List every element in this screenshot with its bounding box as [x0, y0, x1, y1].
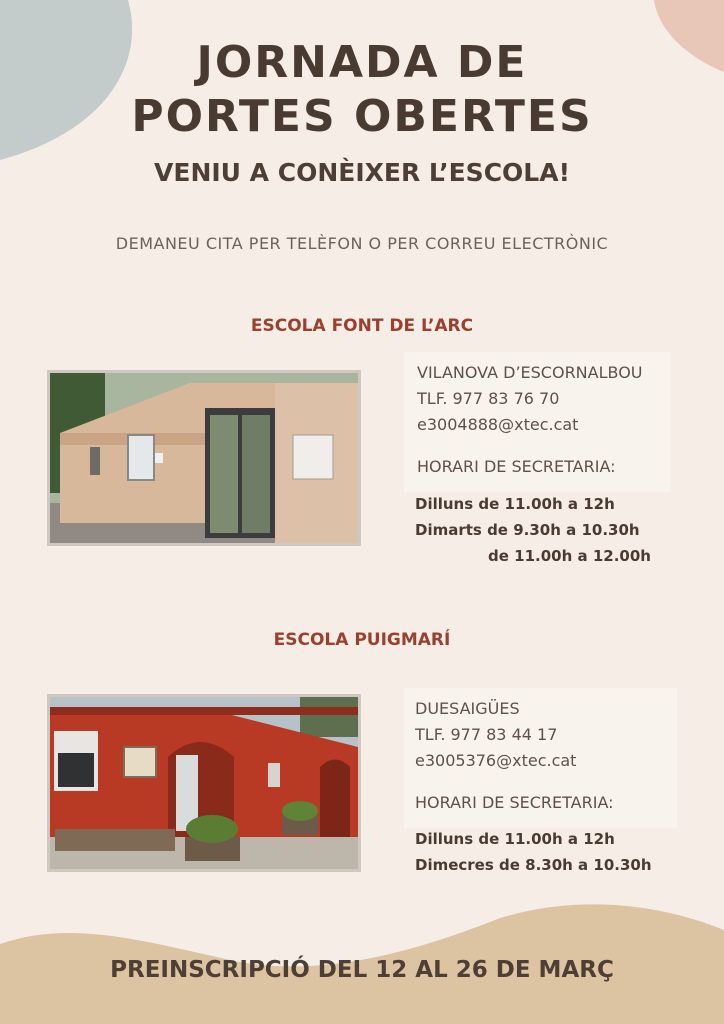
title-line-2: PORTES OBERTES: [131, 91, 593, 142]
school-2-name: ESCOLA PUIGMARÍ: [273, 630, 451, 650]
school-2-hours-line: Dilluns de 11.00h a 12h: [415, 830, 615, 848]
school-2-phone: TLF. 977 83 44 17: [415, 725, 558, 744]
school-1-hours-line: de 11.00h a 12.00h: [488, 547, 651, 565]
school-1-photo: [47, 370, 361, 546]
poster-title: [0, 36, 724, 144]
school-1-town: VILANOVA D’ESCORNALBOU: [417, 363, 643, 382]
school-2-hours: [415, 826, 715, 878]
appointment-note: DEMANEU CITA PER TELÈFON O PER CORREU ELECTRÒNIC: [115, 234, 609, 253]
school-2-town: DUESAIGÜES: [415, 699, 520, 718]
school-1-hours-line: Dilluns de 11.00h a 12h: [415, 495, 615, 513]
school-1-hours-label: HORARI DE SECRETARIA:: [417, 457, 616, 476]
school-1-phone: TLF. 977 83 76 70: [417, 389, 560, 408]
school-1-hours-line: Dimarts de 9.30h a 10.30h: [415, 521, 640, 539]
school-1-hours: [415, 491, 715, 569]
poster-subtitle: VENIU A CONÈIXER L’ESCOLA!: [154, 158, 570, 187]
school-1-email: e3004888@xtec.cat: [417, 415, 579, 434]
preregistration-banner: PREINSCRIPCIÓ DEL 12 AL 26 DE MARÇ: [110, 957, 614, 983]
school-2-info-card: [404, 688, 677, 828]
school-2-hours-line: Dimecres de 8.30h a 10.30h: [415, 856, 652, 874]
school-2-photo: [47, 694, 361, 872]
school-1-name: ESCOLA FONT DE L’ARC: [250, 316, 474, 336]
school-2-email: e3005376@xtec.cat: [415, 751, 577, 770]
school-2-hours-label: HORARI DE SECRETARIA:: [415, 793, 614, 812]
title-line-1: JORNADA DE: [196, 37, 528, 88]
school-1-info-card: [404, 352, 670, 492]
